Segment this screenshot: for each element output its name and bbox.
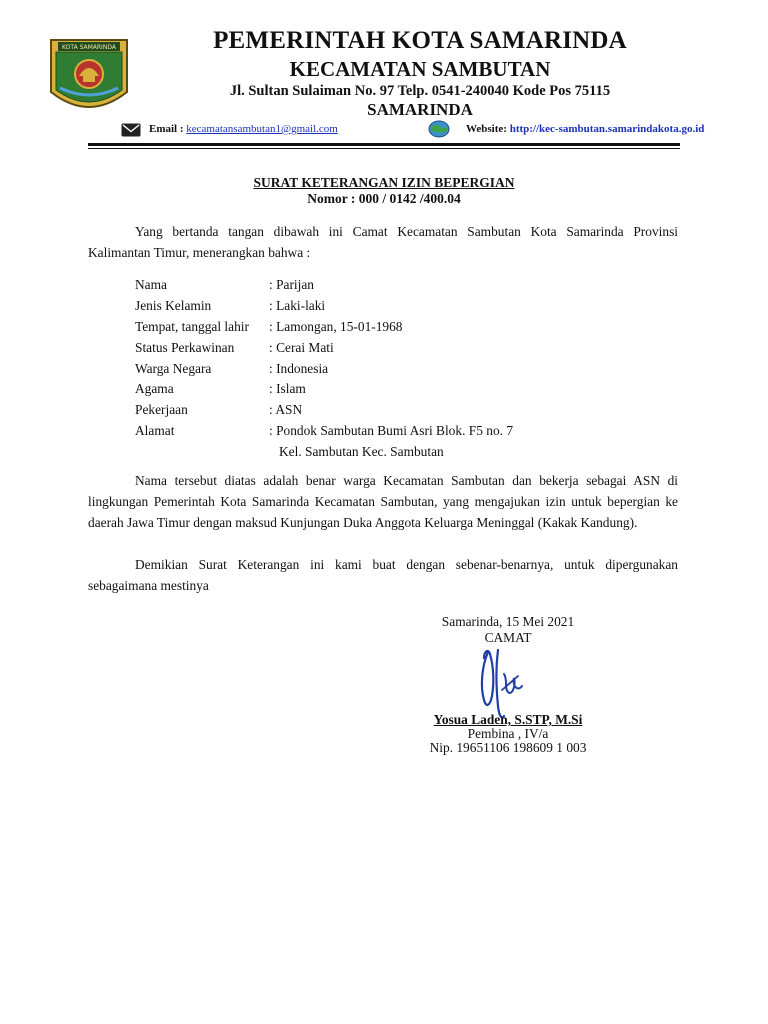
field-value: : Parijan [269, 277, 314, 292]
office-address: Jl. Sultan Sulaiman No. 97 Telp. 0541-240040 Kode Pos 75115 [229, 83, 611, 99]
body-paragraph: Nama tersebut diatas adalah benar warga Kecamatan Sambutan dan bekerja sebagai ASN di lingkungan Pemerintah Kota Samarinda Kecamatan Sambutan, yang mengajukan izin untuk bepergian ke daerah Jawa Timur dengan maksud Kunjungan Duka Anggota Keluarga Meninggal (Kakak Kandung). [88, 473, 678, 530]
field-value: : Lamongan, 15-01-1968 [269, 318, 403, 334]
website-line [466, 123, 704, 135]
globe-icon [428, 120, 450, 138]
field-label: Nama [135, 277, 167, 292]
field-value: : Laki-laki [269, 297, 326, 313]
field-value: : Pondok Sambutan Bumi Asri Blok. F5 no. 7 [269, 423, 514, 439]
closing-paragraph: Demikian Surat Keterangan ini kami buat dengan sebenar-benarnya, untuk dipergunakan sebagaimana mestinya [88, 557, 678, 593]
document-title: SURAT KETERANGAN IZIN BEPERGIAN [253, 175, 515, 190]
district-name: KECAMATAN SAMBUTAN [289, 57, 551, 81]
email-line [149, 123, 338, 135]
email-label: Email : [149, 123, 184, 135]
field-label: Pekerjaan [135, 402, 188, 418]
signatory-position: CAMAT [484, 630, 532, 645]
logo-caption: KOTA SAMARINDA [62, 44, 116, 51]
field-value-continuation: Kel. Sambutan Kec. Sambutan [279, 444, 444, 460]
field-value: : ASN [269, 402, 303, 418]
signatory-nip: Nip. 19651106 198609 1 003 [429, 740, 587, 755]
field-label: Alamat [135, 423, 175, 439]
city-emblem-logo [46, 36, 132, 114]
intro-paragraph: Yang bertanda tangan dibawah ini Camat Kecamatan Sambutan Kota Samarinda Provinsi Kalimantan Timur, menerangkan bahwa : [88, 224, 678, 260]
header-divider-thin [88, 148, 680, 149]
field-label: Jenis Kelamin [135, 297, 212, 313]
header-divider-thick [88, 143, 680, 146]
field-value: : Islam [269, 381, 306, 397]
government-name: PEMERINTAH KOTA SAMARINDA [213, 27, 627, 54]
field-value: : Indonesia [269, 360, 329, 376]
document-number: Nomor : 000 / 0142 /400.04 [307, 191, 461, 206]
mail-icon [121, 123, 141, 137]
email-link[interactable]: kecamatansambutan1@gmail.com [186, 123, 338, 135]
field-label: Status Perkawinan [135, 339, 235, 355]
field-label: Warga Negara [135, 360, 212, 376]
signatory-rank: Pembina , IV/a [467, 726, 549, 741]
office-city: SAMARINDA [367, 100, 473, 119]
website-label: Website: [466, 123, 507, 135]
field-label: Agama [135, 381, 174, 397]
signature-place-date: Samarinda, 15 Mei 2021 [441, 614, 575, 629]
signatory-name: Yosua Laden, S.STP, M.Si [433, 712, 583, 727]
field-value: : Cerai Mati [269, 339, 334, 355]
field-label: Tempat, tanggal lahir [135, 318, 249, 334]
website-link[interactable]: http://kec-sambutan.samarindakota.go.id [509, 123, 705, 135]
